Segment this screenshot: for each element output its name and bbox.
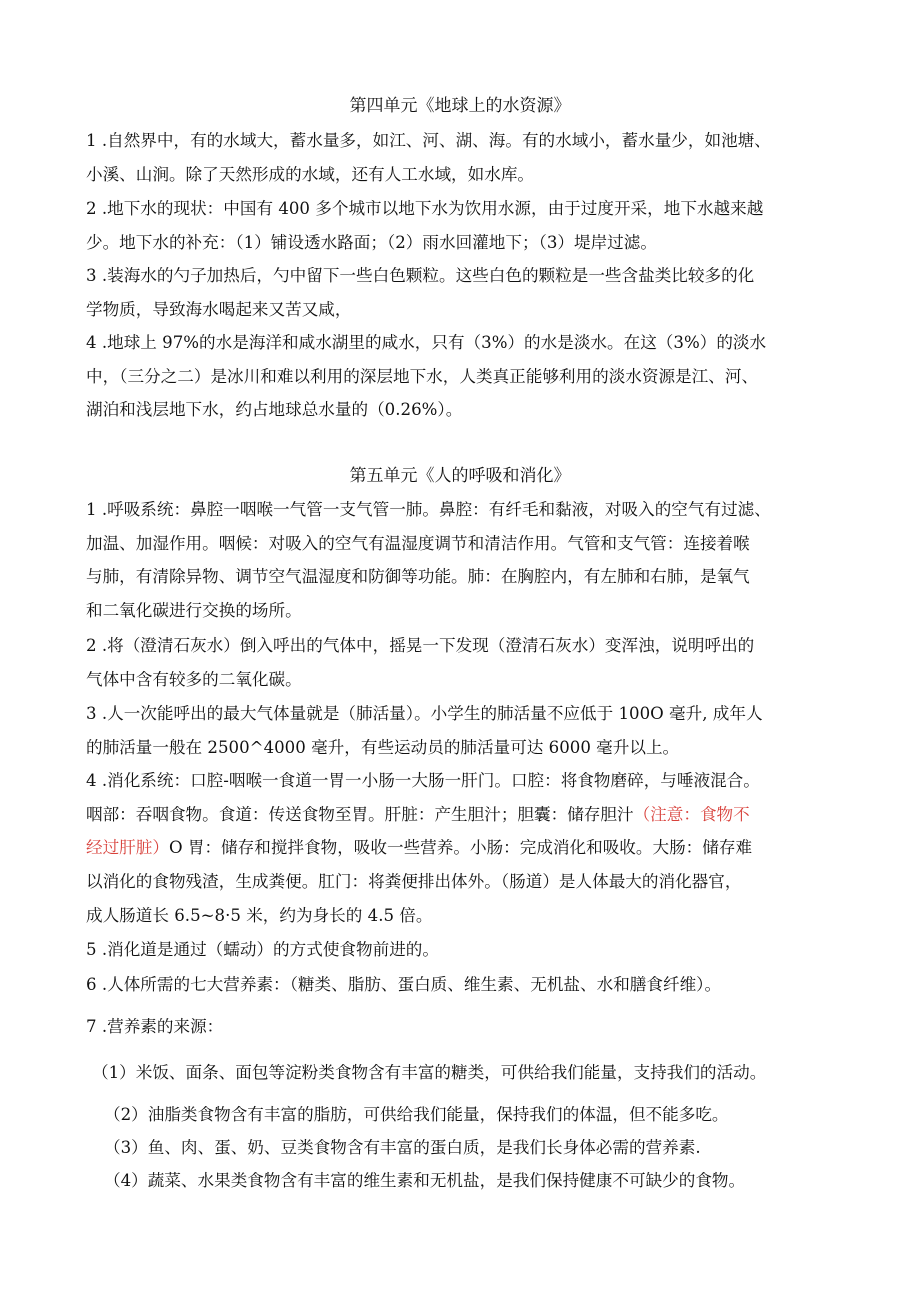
text-line: 3 .人一次能呼出的最大气体量就是（肺活量）。小学生的肺活量不应低于 100O 毫升, 成年人 — [86, 704, 763, 723]
unit5-item-4 — [86, 764, 846, 932]
text-line: 湖泊和浅层地下水，约占地球总水量的（0.26%）。 — [86, 400, 463, 420]
text-line: 6 .人体所需的七大营养素：（糖类、脂肪、蛋白质、维生素、无机盐、水和膳食纤维）。 — [86, 975, 722, 994]
unit4-item-2 — [86, 192, 846, 259]
unit4-item-1 — [86, 124, 846, 191]
text-line: 4 .地球上 97%的水是海洋和咸水湖里的咸水，只有（3%）的水是淡水。在这（3%）的淡水 — [86, 333, 767, 352]
text-line: 5 .消化道是通过（蠕动）的方式使食物前进的。 — [86, 940, 439, 959]
text-line: 中，（三分之二）是冰川和难以利用的深层地下水，人类真正能够利用的淡水资源是江、河、 — [86, 366, 759, 386]
text-line: 2 .将（澄清石灰水）倒入呼出的气体中，摇晃一下发现（澄清石灰水）变浑浊，说明呼出的 — [86, 636, 755, 655]
unit5-item-6 — [86, 968, 846, 1002]
nutrient-source-4: （4）蔬菜、水果类食物含有丰富的维生素和无机盐，是我们保持健康不可缺少的食物。 — [104, 1171, 746, 1190]
text-line: 少。地下水的补充：（1）铺设透水路面；（2）雨水回灌地下；（3）堤岸过滤。 — [86, 232, 657, 252]
text-line: 以消化的食物残渣，生成粪便。肛门：将粪便排出体外。（肠道）是人体最大的消化器官， — [86, 872, 742, 892]
text-line: 和二氧化碳进行交换的场所。 — [86, 601, 302, 621]
text-line — [86, 831, 846, 865]
text-line: 1 .自然界中，有的水域大，蓄水量多，如江、河、湖、海。有的水域小，蓄水量少，如池塘、 — [86, 131, 771, 150]
unit5-title: 第五单元《人的呼吸和消化》 — [349, 466, 571, 486]
text-line: 气体中含有较多的二氧化碳。 — [86, 669, 302, 689]
note-highlight: （注意：食物不 — [633, 804, 750, 824]
unit4-item-3 — [86, 259, 846, 326]
text-line: 学物质，导致海水喝起来又苦又咸， — [86, 299, 352, 319]
unit5-item-1 — [86, 493, 846, 628]
nutrient-source-2: （2）油脂类食物含有丰富的脂肪，可供给我们能量，保持我们的体温，但不能多吃。 — [104, 1105, 729, 1124]
text-line: 成人肠道长 6.5~8·5 米，约为身长的 4.5 倍。 — [86, 905, 433, 925]
text-span: 咽部：吞咽食物。食道：传送食物至胃。肝脏：产生胆汁；胆囊：储存胆汁 — [86, 804, 634, 824]
text-span: O 胃：储存和搅拌食物，吸收一些营养。小肠：完成消化和吸收。大肠：储存难 — [168, 838, 753, 858]
text-line: 小溪、山涧。除了天然形成的水域，还有人工水域，如水库。 — [86, 164, 535, 184]
unit5-item-7 — [86, 1010, 846, 1044]
nutrient-source-1: （1）米饭、面条、面包等淀粉类食物含有丰富的糖类，可供给我们能量，支持我们的活动。 — [92, 1063, 767, 1082]
text-line: 加温、加湿作用。咽候：对吸入的空气有温湿度调节和清洁作用。气管和支气管：连接着喉 — [86, 533, 750, 553]
text-line: 1 .呼吸系统：鼻腔一咽喉一气管一支气管一肺。鼻腔：有纤毛和黏液，对吸入的空气有过滤、 — [86, 500, 771, 519]
text-line: 3 .装海水的勺子加热后，勺中留下一些白色颗粒。这些白色的颗粒是一些含盐类比较多的化 — [86, 266, 755, 285]
text-line: 4 .消化系统：口腔-咽喉一食道一胃一小肠一大肠一肝门。口腔：将食物磨碎，与唾液混合。 — [86, 771, 760, 790]
note-highlight: 经过肝脏） — [86, 838, 169, 858]
text-line: 的肺活量一般在 2500^4000 毫升，有些运动员的肺活量可达 6000 毫升以上。 — [86, 737, 680, 757]
nutrient-source-3: （3）鱼、肉、蛋、奶、豆类食物含有丰富的蛋白质，是我们长身体必需的营养素. — [104, 1138, 701, 1157]
text-line: 与肺，有清除异物、调节空气温湿度和防御等功能。肺：在胸腔内，有左肺和右肺，是氧气 — [86, 567, 750, 587]
text-line: 2 .地下水的现状：中国有 400 多个城市以地下水为饮用水源，由于过度开采，地下水越来越 — [86, 199, 764, 218]
text-line: 7 .营养素的来源： — [86, 1017, 224, 1036]
unit4-item-4 — [86, 326, 846, 427]
text-line — [86, 798, 846, 832]
unit4-title: 第四单元《地球上的水资源》 — [349, 96, 571, 116]
unit5-item-2 — [86, 629, 846, 696]
unit5-item-3 — [86, 697, 846, 764]
unit5-item-5 — [86, 933, 846, 967]
